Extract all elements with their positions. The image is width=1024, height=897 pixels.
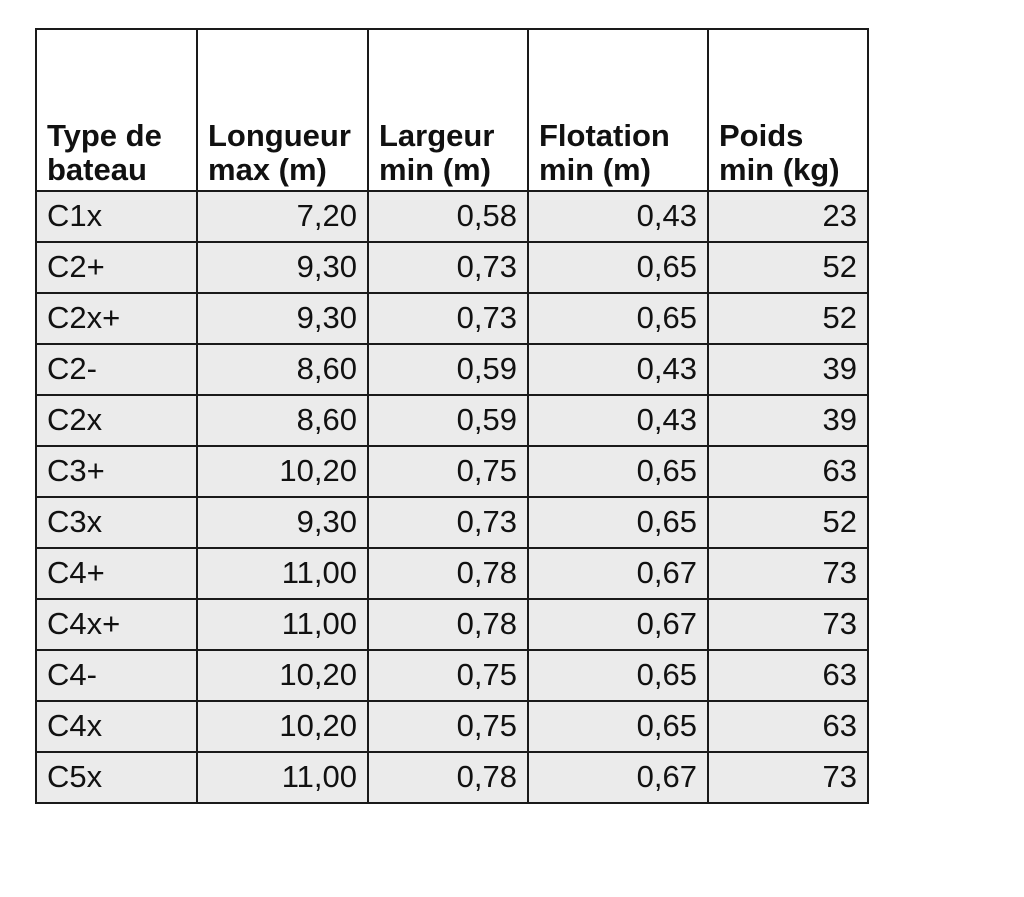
- cell-max-length: 10,20: [197, 701, 368, 752]
- cell-min-flotation: 0,65: [528, 293, 708, 344]
- table-row: [36, 191, 868, 242]
- cell-min-flotation: 0,67: [528, 599, 708, 650]
- table-row: [36, 293, 868, 344]
- header-min-width: Largeur min (m): [368, 29, 528, 191]
- table-row: [36, 548, 868, 599]
- header-boat-type: Type de bateau: [36, 29, 197, 191]
- cell-min-weight: 63: [708, 650, 868, 701]
- header-min-flotation: Flotation min (m): [528, 29, 708, 191]
- table-row: [36, 701, 868, 752]
- boat-spec-table-container: [35, 28, 869, 804]
- cell-min-flotation: 0,43: [528, 395, 708, 446]
- cell-boat-type: C4-: [36, 650, 197, 701]
- cell-min-width: 0,73: [368, 242, 528, 293]
- cell-min-weight: 52: [708, 293, 868, 344]
- table-row: [36, 242, 868, 293]
- table-row: [36, 497, 868, 548]
- table-header: [36, 29, 868, 191]
- cell-min-flotation: 0,65: [528, 242, 708, 293]
- cell-boat-type: C1x: [36, 191, 197, 242]
- cell-max-length: 8,60: [197, 395, 368, 446]
- cell-boat-type: C2-: [36, 344, 197, 395]
- cell-min-flotation: 0,65: [528, 701, 708, 752]
- table-row: [36, 344, 868, 395]
- cell-min-width: 0,78: [368, 599, 528, 650]
- cell-min-width: 0,59: [368, 344, 528, 395]
- cell-min-width: 0,59: [368, 395, 528, 446]
- cell-min-weight: 23: [708, 191, 868, 242]
- cell-min-weight: 63: [708, 446, 868, 497]
- cell-min-flotation: 0,67: [528, 752, 708, 803]
- cell-min-width: 0,78: [368, 752, 528, 803]
- cell-min-width: 0,58: [368, 191, 528, 242]
- cell-boat-type: C5x: [36, 752, 197, 803]
- cell-max-length: 7,20: [197, 191, 368, 242]
- table-row: [36, 395, 868, 446]
- cell-boat-type: C3x: [36, 497, 197, 548]
- cell-min-width: 0,73: [368, 497, 528, 548]
- table-row: [36, 752, 868, 803]
- cell-min-width: 0,75: [368, 701, 528, 752]
- boat-spec-table: [35, 28, 869, 804]
- cell-boat-type: C4x+: [36, 599, 197, 650]
- cell-min-flotation: 0,65: [528, 497, 708, 548]
- header-max-length: Longueur max (m): [197, 29, 368, 191]
- table-row: [36, 599, 868, 650]
- cell-max-length: 10,20: [197, 446, 368, 497]
- cell-max-length: 11,00: [197, 752, 368, 803]
- cell-min-flotation: 0,65: [528, 446, 708, 497]
- cell-min-weight: 39: [708, 395, 868, 446]
- cell-boat-type: C4+: [36, 548, 197, 599]
- header-min-weight: Poids min (kg): [708, 29, 868, 191]
- cell-max-length: 11,00: [197, 599, 368, 650]
- cell-min-weight: 52: [708, 242, 868, 293]
- cell-max-length: 9,30: [197, 242, 368, 293]
- cell-boat-type: C2+: [36, 242, 197, 293]
- cell-max-length: 10,20: [197, 650, 368, 701]
- cell-min-weight: 39: [708, 344, 868, 395]
- cell-min-width: 0,75: [368, 650, 528, 701]
- cell-min-weight: 73: [708, 599, 868, 650]
- cell-min-flotation: 0,67: [528, 548, 708, 599]
- header-row: [36, 29, 868, 191]
- cell-boat-type: C4x: [36, 701, 197, 752]
- cell-max-length: 8,60: [197, 344, 368, 395]
- cell-min-weight: 52: [708, 497, 868, 548]
- cell-min-width: 0,78: [368, 548, 528, 599]
- cell-min-weight: 73: [708, 752, 868, 803]
- cell-boat-type: C2x: [36, 395, 197, 446]
- cell-min-weight: 63: [708, 701, 868, 752]
- cell-min-width: 0,73: [368, 293, 528, 344]
- cell-max-length: 9,30: [197, 497, 368, 548]
- cell-min-flotation: 0,43: [528, 344, 708, 395]
- cell-max-length: 11,00: [197, 548, 368, 599]
- cell-min-flotation: 0,65: [528, 650, 708, 701]
- cell-boat-type: C3+: [36, 446, 197, 497]
- cell-boat-type: C2x+: [36, 293, 197, 344]
- cell-min-weight: 73: [708, 548, 868, 599]
- table-row: [36, 650, 868, 701]
- cell-min-flotation: 0,43: [528, 191, 708, 242]
- cell-max-length: 9,30: [197, 293, 368, 344]
- cell-min-width: 0,75: [368, 446, 528, 497]
- table-body: [36, 191, 868, 803]
- table-row: [36, 446, 868, 497]
